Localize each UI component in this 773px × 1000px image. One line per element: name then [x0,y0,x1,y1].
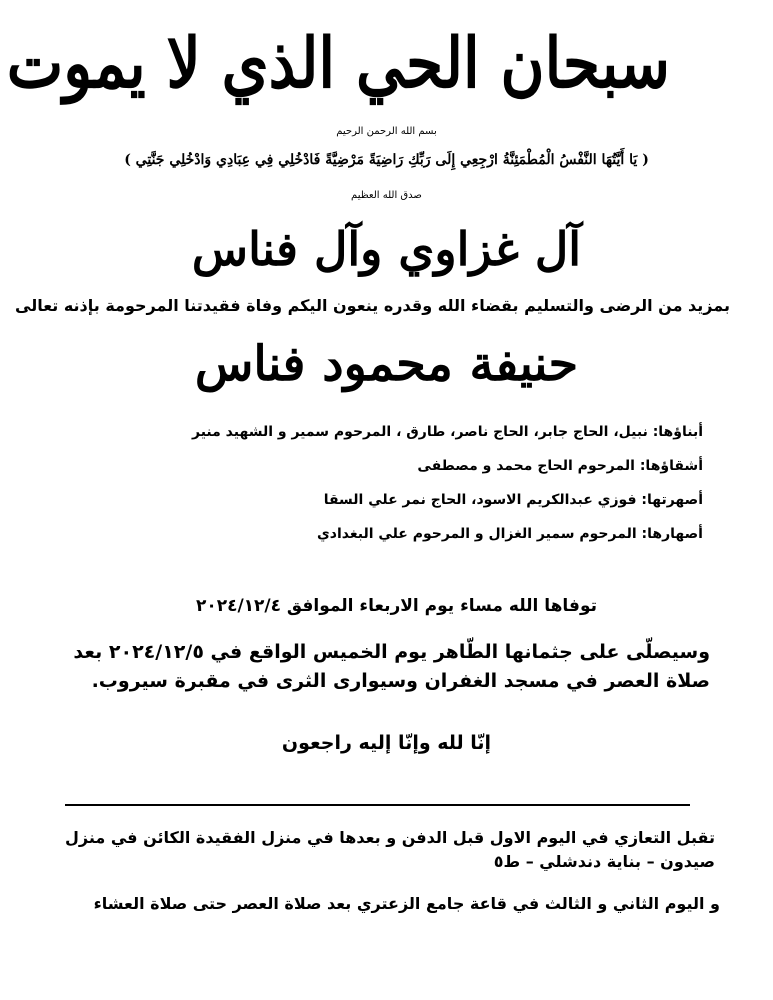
announcement-intro: بمزيد من الرضى والتسليم بقضاء الله وقدره ينعون اليكم وفاة فقيدتنا المرحومة بإذنه تعالى [15,296,730,315]
quran-verse: ( يَا أَيَّتُهَا النَّفْسُ الْمُطْمَئِنَّةُ ارْجِعِي إِلَى رَبِّكِ رَاضِيَةً مَرْضِيَّةً فَادْخُلِي فِي عِبَادِي وَادْخُلِي جَنَّتِي ) [124,152,649,168]
death-date-line: توفاها الله مساء يوم الاربعاء الموافق ٢٠٢٤/١٢/٤ [195,596,597,616]
relatives-sons: أبناؤها: نبيل، الحاج جابر، الحاج ناصر، طارق ، المرحوم سمير و الشهيد منير [191,424,703,440]
deceased-name: حنيفة محمود فناس [194,336,579,392]
closing-phrase: إنّا لله وإنّا إليه راجعون [281,732,492,754]
relatives-brothers: أشقاؤها: المرحوم الحاج محمد و مصطفى [417,458,703,474]
basmala: بسم الله الرحمن الرحيم [336,126,437,137]
condolences-second-third-day: و اليوم الثاني و الثالث في قاعة جامع الزعتري بعد صلاة العصر حتى صلاة العشاء [93,894,720,913]
divider-line [65,804,690,806]
condolences-first-day: تقبل التعازي في اليوم الاول قبل الدفن و بعدها في منزل الفقيدة الكائن في منزل صيدون – بناية دندشلي – ط٥ [65,828,715,871]
funeral-details: وسيصلّى على جثمانها الطّاهر يوم الخميس الواقع في ٢٠٢٤/١٢/٥ بعد صلاة العصر في مسجد الغفران وسيوارى الثرى في مقبرة سيروب. [73,641,710,692]
header-calligraphy: سبحان الحي الذي لا يموت [6,23,670,105]
relatives-in-laws: أصهارها: المرحوم سمير الغزال و المرحوم علي البغدادي [316,526,703,542]
sadaq-allah: صدق الله العظيم [351,190,422,201]
relatives-sons-in-law: أصهرتها: فوزي عبدالكريم الاسود، الحاج نمر علي السقا [323,492,703,508]
family-names-heading: آل غزاوي وآل فناس [191,222,582,276]
